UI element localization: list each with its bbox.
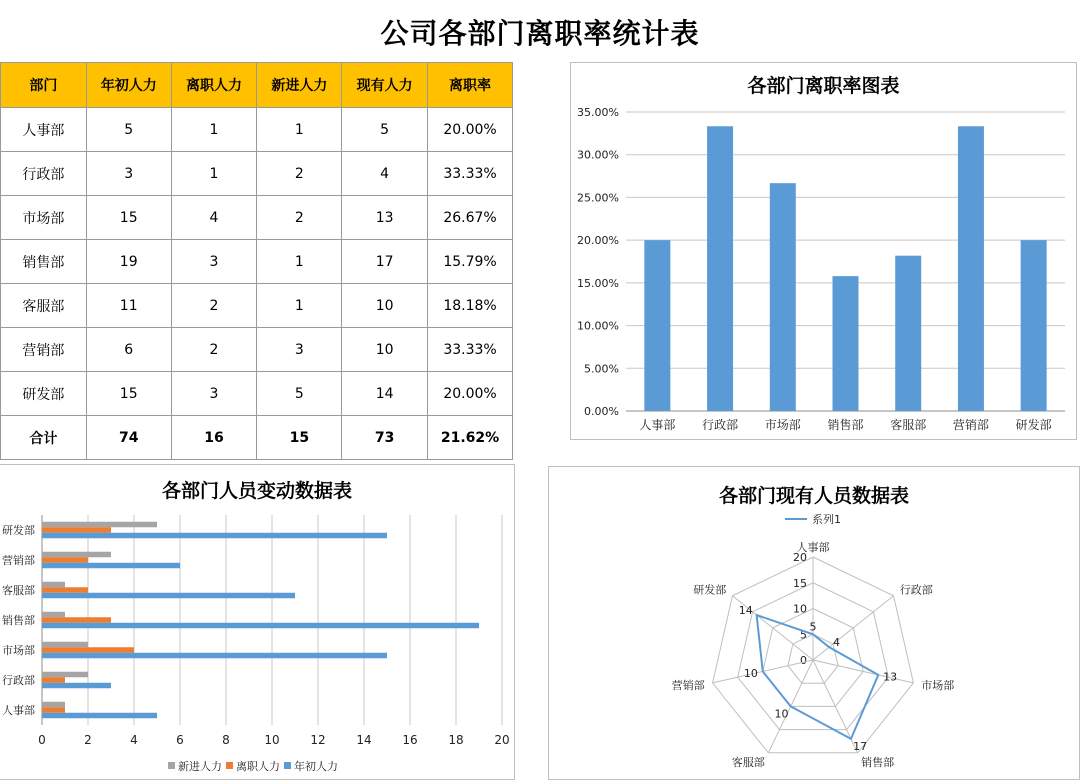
- table-cell: 人事部: [1, 108, 87, 152]
- bar: [42, 587, 88, 593]
- r-tick-label: 10: [793, 602, 807, 616]
- data-label: 5: [809, 620, 817, 634]
- table-cell: 1: [171, 152, 257, 196]
- table-cell: 10: [342, 328, 428, 372]
- table-cell: 行政部: [1, 152, 87, 196]
- table-cell: 15: [86, 196, 171, 240]
- table-cell: 11: [86, 284, 171, 328]
- bar: [1021, 240, 1047, 411]
- turnover-table: [0, 62, 513, 460]
- table-cell: 18.18%: [428, 284, 513, 328]
- table-cell: 2: [171, 328, 257, 372]
- table-row: [1, 196, 513, 240]
- staff-change-bar-chart: [0, 465, 516, 781]
- y-tick-label: 营销部: [2, 554, 35, 567]
- x-tick-label: 2: [84, 733, 92, 747]
- category-label: 销售部: [861, 755, 895, 769]
- bar: [42, 713, 157, 719]
- bar: [42, 557, 88, 563]
- bar: [42, 702, 65, 708]
- y-tick-label: 20.00%: [577, 234, 619, 248]
- table-cell: 15.79%: [428, 240, 513, 284]
- table-cell: 13: [342, 196, 428, 240]
- y-tick-label: 行政部: [2, 674, 35, 687]
- x-tick-label: 行政部: [702, 418, 739, 432]
- table-total-row: [1, 416, 513, 460]
- bar: [833, 276, 859, 411]
- bar: [42, 552, 111, 558]
- chart-title: 各部门人员变动数据表: [161, 480, 352, 502]
- table-row: [1, 152, 513, 196]
- category-label: 研发部: [693, 583, 727, 597]
- radar-spoke: [813, 596, 894, 660]
- y-tick-label: 市场部: [2, 644, 35, 657]
- x-tick-label: 研发部: [1015, 418, 1052, 432]
- y-tick-label: 30.00%: [577, 148, 619, 162]
- data-label: 13: [883, 670, 898, 684]
- table-cell: 3: [171, 240, 257, 284]
- legend-label: 离职人力: [236, 760, 280, 773]
- table-cell: 19: [86, 240, 171, 284]
- table-cell: 74: [86, 416, 171, 460]
- table-cell: 1: [257, 240, 342, 284]
- bar: [42, 612, 65, 618]
- table-cell: 20.00%: [428, 372, 513, 416]
- turnover-rate-chart-panel: [570, 62, 1077, 440]
- table-cell: 14: [342, 372, 428, 416]
- category-label: 营销部: [671, 679, 705, 693]
- y-tick-label: 人事部: [2, 704, 35, 717]
- table-cell: 市场部: [1, 196, 87, 240]
- radar-spoke: [813, 660, 913, 683]
- table-cell: 4: [342, 152, 428, 196]
- bar: [42, 617, 111, 623]
- category-label: 人事部: [796, 541, 830, 554]
- table-cell: 15: [86, 372, 171, 416]
- bar: [895, 256, 921, 411]
- y-tick-label: 0.00%: [584, 405, 619, 418]
- data-label: 17: [853, 740, 868, 754]
- table-row: [1, 240, 513, 284]
- legend-label: 系列1: [812, 513, 841, 526]
- table-cell: 6: [86, 328, 171, 372]
- table-cell: 33.33%: [428, 328, 513, 372]
- bar: [42, 527, 111, 533]
- bar: [42, 677, 65, 683]
- chart-title: 各部门现有人员数据表: [718, 485, 909, 507]
- column-header: 离职率: [428, 63, 513, 108]
- category-label: 行政部: [899, 583, 933, 597]
- turnover-rate-bar-chart: [571, 63, 1078, 441]
- table-row: [1, 108, 513, 152]
- bar: [644, 240, 670, 411]
- x-tick-label: 营销部: [952, 418, 989, 432]
- table-cell: 1: [171, 108, 257, 152]
- bar: [42, 672, 88, 678]
- x-tick-label: 8: [222, 733, 230, 747]
- table-cell: 16: [171, 416, 257, 460]
- x-tick-label: 客服部: [890, 418, 927, 432]
- table-cell: 5: [86, 108, 171, 152]
- table-cell: 研发部: [1, 372, 87, 416]
- table-cell: 73: [342, 416, 428, 460]
- table-cell: 1: [257, 108, 342, 152]
- staff-change-chart-panel: [0, 464, 515, 780]
- bar: [958, 126, 984, 411]
- column-header: 部门: [1, 63, 87, 108]
- x-tick-label: 16: [402, 733, 418, 747]
- table-cell: 17: [342, 240, 428, 284]
- table-cell: 客服部: [1, 284, 87, 328]
- x-tick-label: 市场部: [764, 418, 801, 432]
- r-tick-label: 20: [793, 551, 807, 564]
- column-header: 现有人力: [342, 63, 428, 108]
- bar: [42, 683, 111, 689]
- x-tick-label: 20: [494, 733, 510, 747]
- table-cell: 10: [342, 284, 428, 328]
- column-header: 新进人力: [257, 63, 342, 108]
- table-cell: 4: [171, 196, 257, 240]
- y-tick-label: 5.00%: [584, 362, 619, 376]
- bar: [42, 653, 387, 659]
- category-label: 市场部: [921, 679, 955, 693]
- y-tick-label: 25.00%: [577, 191, 619, 205]
- data-label: 14: [738, 604, 753, 618]
- bar: [42, 593, 295, 599]
- current-staff-radar-chart: [549, 467, 1080, 781]
- r-tick-label: 15: [793, 576, 807, 590]
- x-tick-label: 14: [356, 733, 372, 747]
- bar: [42, 707, 65, 713]
- data-label: 10: [743, 667, 758, 681]
- table-cell: 营销部: [1, 328, 87, 372]
- y-tick-label: 研发部: [2, 524, 35, 537]
- table-cell: 2: [257, 152, 342, 196]
- legend-label: 新进人力: [178, 760, 222, 773]
- bar: [42, 623, 479, 629]
- table-cell: 21.62%: [428, 416, 513, 460]
- table-cell: 15: [257, 416, 342, 460]
- column-header: 年初人力: [86, 63, 171, 108]
- r-tick-label: 0: [800, 654, 807, 667]
- table-row: [1, 284, 513, 328]
- bar: [42, 563, 180, 569]
- table-cell: 销售部: [1, 240, 87, 284]
- category-label: 客服部: [731, 755, 765, 769]
- table-cell: 26.67%: [428, 196, 513, 240]
- bar: [707, 126, 733, 411]
- bar: [42, 533, 387, 539]
- x-tick-label: 10: [264, 733, 280, 747]
- bar: [42, 522, 157, 528]
- table-header-row: [1, 63, 513, 108]
- data-label: 10: [774, 707, 789, 721]
- bar: [42, 642, 88, 648]
- legend-swatch: [284, 762, 291, 769]
- page-title: 公司各部门离职率统计表: [380, 17, 700, 50]
- table-cell: 3: [257, 328, 342, 372]
- x-tick-label: 销售部: [827, 418, 864, 432]
- table-cell: 5: [342, 108, 428, 152]
- x-tick-label: 人事部: [639, 418, 676, 432]
- table-cell: 3: [86, 152, 171, 196]
- bar: [770, 183, 796, 411]
- legend-label: 年初人力: [294, 760, 338, 773]
- x-tick-label: 18: [448, 733, 464, 747]
- y-tick-label: 15.00%: [577, 276, 619, 290]
- table-cell: 33.33%: [428, 152, 513, 196]
- table-cell: 5: [257, 372, 342, 416]
- table-cell: 2: [171, 284, 257, 328]
- legend-swatch: [226, 762, 233, 769]
- data-label: 4: [833, 636, 841, 650]
- current-staff-chart-panel: [548, 466, 1080, 780]
- column-header: 离职人力: [171, 63, 257, 108]
- table-row: [1, 372, 513, 416]
- x-tick-label: 12: [310, 733, 326, 747]
- chart-title: 各部门离职率图表: [747, 75, 900, 97]
- x-tick-label: 6: [176, 733, 184, 747]
- y-tick-label: 销售部: [2, 614, 35, 627]
- table-cell: 合计: [1, 416, 87, 460]
- y-tick-label: 客服部: [2, 584, 35, 597]
- bar: [42, 647, 134, 653]
- r-tick-label: 5: [800, 628, 807, 642]
- x-tick-label: 0: [38, 733, 46, 747]
- bar: [42, 582, 65, 588]
- y-tick-label: 35.00%: [577, 106, 619, 119]
- table-cell: 2: [257, 196, 342, 240]
- table-cell: 1: [257, 284, 342, 328]
- legend-swatch: [168, 762, 175, 769]
- table-cell: 3: [171, 372, 257, 416]
- table-cell: 20.00%: [428, 108, 513, 152]
- y-tick-label: 10.00%: [577, 319, 619, 333]
- x-tick-label: 4: [130, 733, 138, 747]
- table-row: [1, 328, 513, 372]
